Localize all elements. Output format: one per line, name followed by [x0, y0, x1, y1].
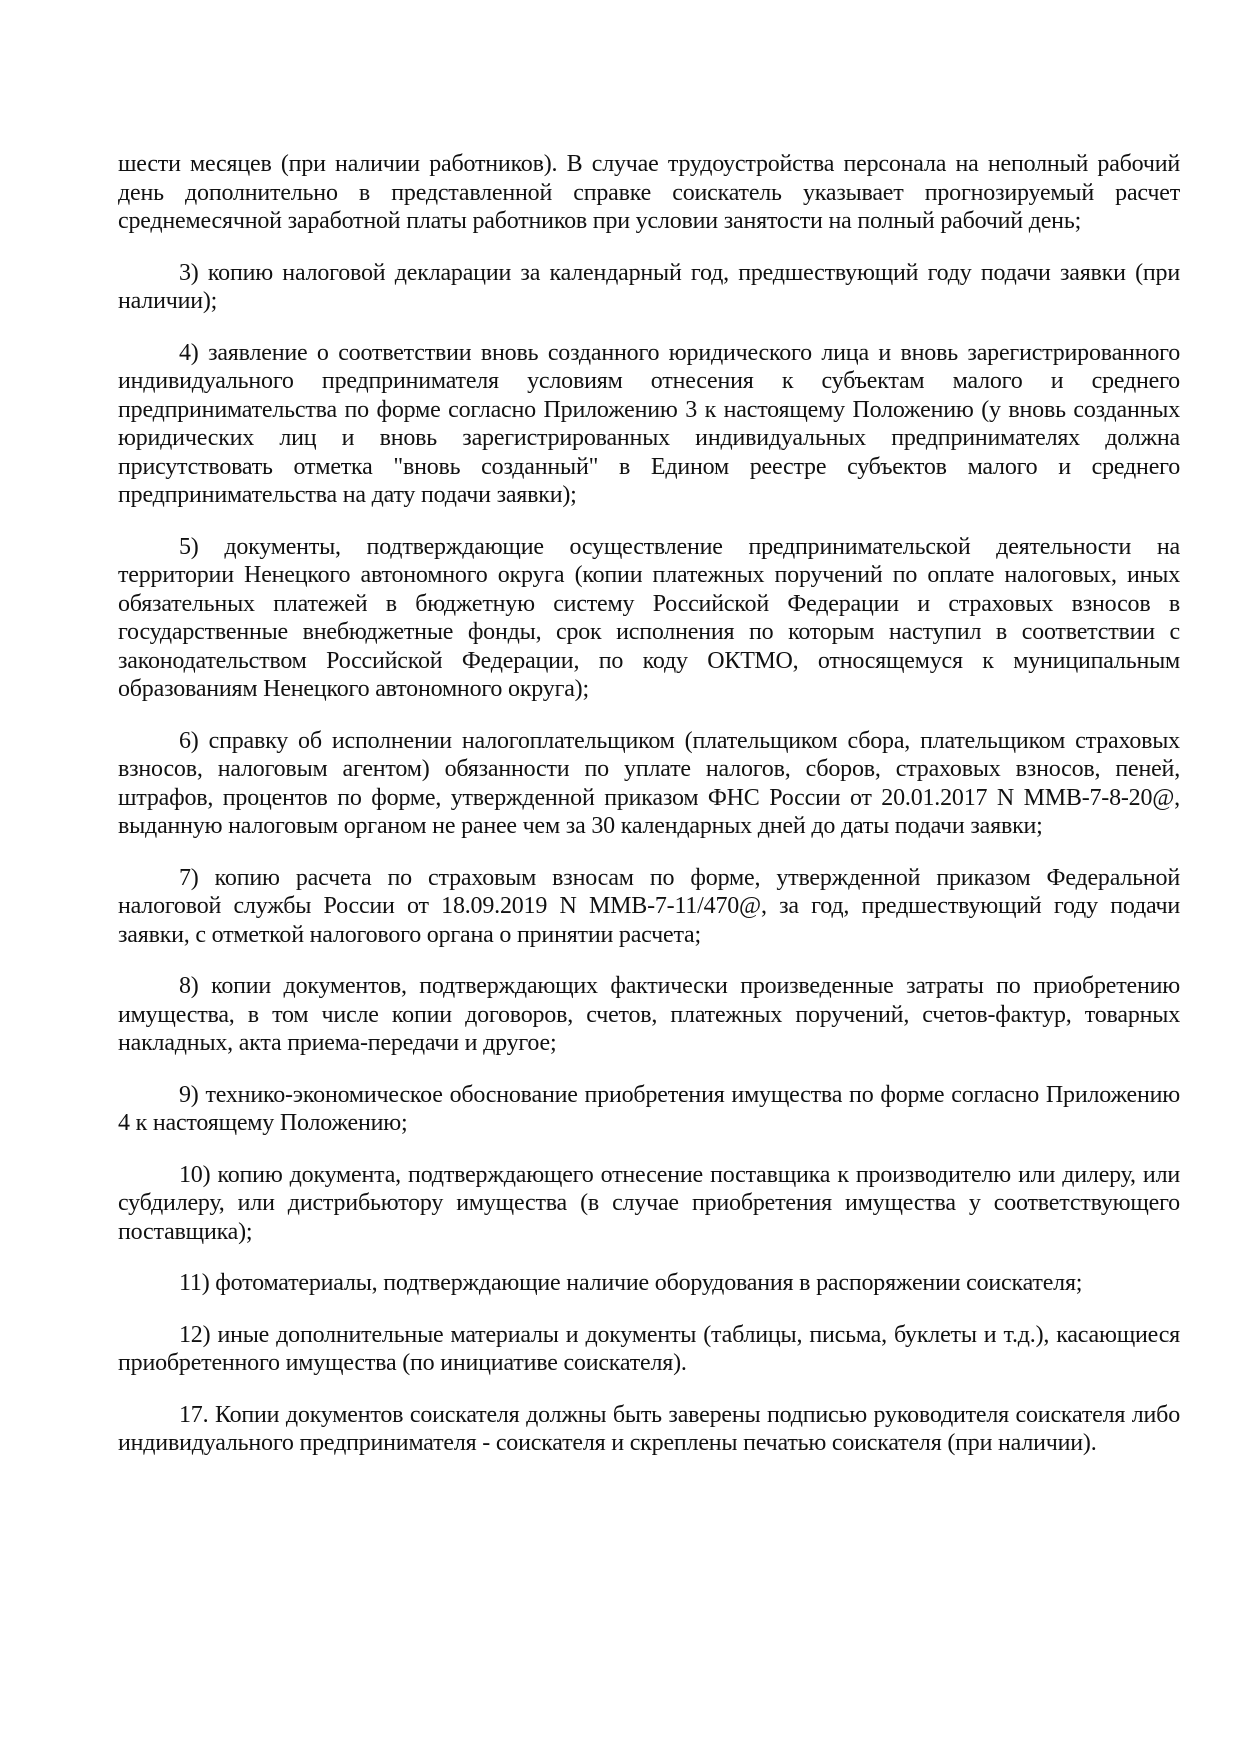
paragraph-item-11: 11) фотоматериалы, подтверждающие наличие оборудования в распоряжении соискателя;: [179, 1270, 1083, 1296]
paragraph-item-10: 10) копию документа, подтверждающего отнесение поставщика к производителю или дилеру, или субдилеру, или дистрибьютору имущества (в случае приобретения имущества у соответствующего поставщика);: [118, 1161, 1180, 1245]
paragraph-item-3: 3) копию налоговой декларации за календарный год, предшествующий году подачи заявки (при наличии);: [118, 259, 1180, 314]
paragraph-section-17: 17. Копии документов соискателя должны быть заверены подписью руководителя соискателя либо индивидуального предпринимателя - соискателя и скреплены печатью соискателя (при наличии).: [118, 1401, 1180, 1456]
paragraph-item-5: 5) документы, подтверждающие осуществление предпринимательской деятельности на территории Ненецкого автономного округа (копии платежных поручений по оплате налоговых, иных обязательных платежей в бюджетную систему Российской Федерации и страховых взносов в государственные внебюджетные фонды, срок исполнения по которым наступил в соответствии с законодательством Российской Федерации, по коду ОКТМО, относящемуся к муниципальным образованиям Ненецкого автономного округа);: [118, 533, 1180, 702]
paragraph-item-9: 9) технико-экономическое обоснование приобретения имущества по форме согласно Приложению 4 к настоящему Положению;: [118, 1081, 1180, 1136]
paragraph-continuation: шести месяцев (при наличии работников). В случае трудоустройства персонала на неполный рабочий день дополнительно в представленной справке соискатель указывает прогнозируемый расчет среднемесячной заработной платы работников при условии занятости на полный рабочий день;: [118, 151, 1180, 234]
paragraph-item-4: 4) заявление о соответствии вновь созданного юридического лица и вновь зарегистрированного индивидуального предпринимателя условиям отнесения к субъектам малого и среднего предпринимательства по форме согласно Приложению 3 к настоящему Положению (у вновь созданных юридических лиц и вновь зарегистрированных индивидуальных предпринимателях должна присутствовать отметка "вновь созданный" в Едином реестре субъектов малого и среднего предпринимательства на дату подачи заявки);: [118, 339, 1180, 508]
paragraph-item-7: 7) копию расчета по страховым взносам по форме, утвержденной приказом Федеральной налоговой службы России от 18.09.2019 N ММВ-7-11/470@, за год, предшествующий году подачи заявки, с отметкой налогового органа о принятии расчета;: [118, 864, 1180, 948]
paragraph-item-8: 8) копии документов, подтверждающих фактически произведенные затраты по приобретению имущества, в том числе копии договоров, счетов, платежных поручений, счетов-фактур, товарных накладных, акта приема-передачи и другое;: [118, 973, 1180, 1056]
paragraph-item-6: 6) справку об исполнении налогоплательщиком (плательщиком сбора, плательщиком страховых взносов, налоговым агентом) обязанности по уплате налогов, сборов, страховых взносов, пеней, штрафов, процентов по форме, утвержденной приказом ФНС России от 20.01.2017 N ММВ-7-8-20@, выданную налоговым органом не ранее чем за 30 календарных дней до даты подачи заявки;: [118, 727, 1180, 839]
document-page: [118, 150, 1180, 1481]
paragraph-item-12: 12) иные дополнительные материалы и документы (таблицы, письма, буклеты и т.д.), касающиеся приобретенного имущества (по инициативе соискателя).: [118, 1321, 1180, 1376]
